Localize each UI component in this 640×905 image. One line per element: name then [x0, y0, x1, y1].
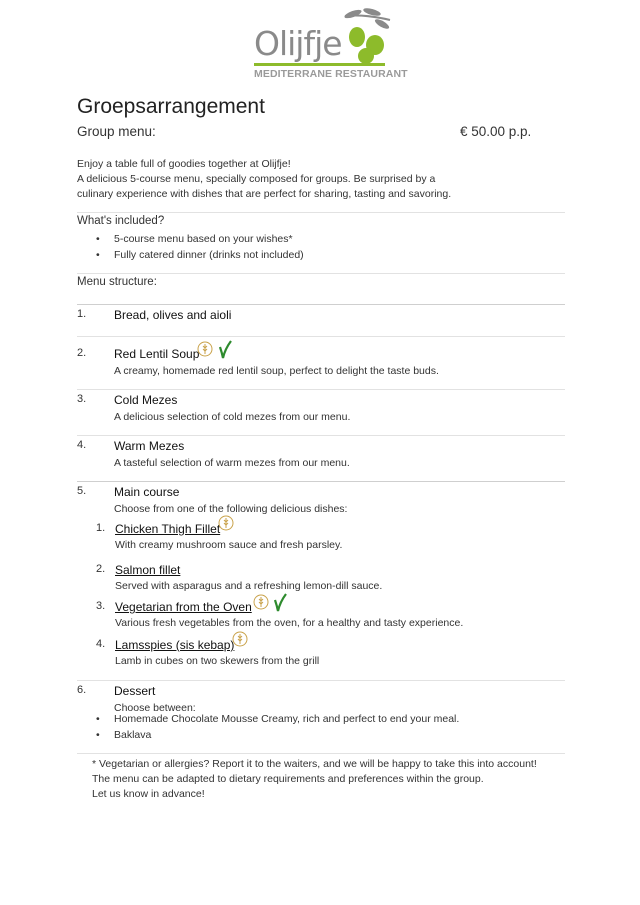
option-description: Served with asparagus and a refreshing lemon-dill sauce.: [115, 580, 383, 592]
option-name: Chicken Thigh Fillet: [115, 522, 221, 536]
option-number: 4.: [96, 638, 106, 650]
option-number: 2.: [96, 563, 106, 575]
option-description: With creamy mushroom sauce and fresh parsley.: [115, 539, 343, 551]
course-description: A delicious selection of cold mezes from our menu.: [114, 411, 351, 423]
footnote: [92, 757, 562, 802]
divider: [77, 389, 565, 390]
option-number: 1.: [96, 522, 106, 534]
page-subtitle: Group menu:: [77, 124, 156, 139]
divider: [77, 435, 565, 436]
footnote-line: * Vegetarian or allergies? Report it to the waiters, and we will be happy to take this into account!: [92, 758, 537, 770]
gluten-free-icon: [253, 594, 269, 612]
course-number: 6.: [77, 684, 87, 696]
included-list: [96, 232, 304, 263]
course-name: Red Lentil Soup: [114, 347, 200, 361]
vegetarian-leaf-icon: [271, 592, 287, 612]
menu-heading: Menu structure:: [77, 276, 157, 288]
option-name: Vegetarian from the Oven: [115, 600, 252, 614]
divider: [77, 304, 565, 305]
course-description: A tasteful selection of warm mezes from our menu.: [114, 457, 350, 469]
divider: [77, 212, 565, 213]
divider: [77, 273, 565, 274]
page-title: Groepsarrangement: [77, 95, 265, 118]
divider: [77, 753, 565, 754]
course-name: Cold Mezes: [114, 393, 178, 407]
option-description: Lamb in cubes on two skewers from the grill: [115, 655, 320, 667]
option-number: 3.: [96, 600, 106, 612]
option-description: Various fresh vegetables from the oven, for a healthy and tasty experience.: [115, 617, 464, 629]
option-name: Lamsspies (sis kebap): [115, 638, 235, 652]
course-name: Warm Mezes: [114, 439, 185, 453]
footnote-line: The menu can be adapted to dietary requirements and preferences within the group.: [92, 773, 484, 785]
divider: [77, 680, 565, 681]
gluten-free-icon: [197, 341, 213, 359]
list-item: • 5-course menu based on your wishes*: [96, 232, 304, 248]
course-description: Choose from one of the following delicious dishes:: [114, 503, 348, 515]
course-name: Bread, olives and aioli: [114, 308, 232, 322]
intro-line: Enjoy a table full of goodies together at Olijfje!: [77, 158, 291, 170]
intro-text: [77, 157, 507, 202]
divider: [77, 336, 565, 337]
logo-subtitle: MEDITERRANE RESTAURANT: [254, 68, 408, 80]
divider: [77, 481, 565, 482]
vegetarian-leaf-icon: [216, 339, 232, 359]
course-name: Dessert: [114, 684, 156, 698]
logo-divider: [254, 63, 385, 66]
list-item: • Baklava: [96, 728, 459, 744]
course-name: Main course: [114, 485, 180, 499]
intro-line: A delicious 5-course menu, specially composed for groups. Be surprised by a: [77, 173, 436, 185]
course-number: 3.: [77, 393, 87, 405]
course-description: Choose between:: [114, 702, 196, 714]
included-heading: What's included?: [77, 215, 165, 227]
price-per-person: € 50.00 p.p.: [460, 124, 532, 139]
restaurant-logo: [250, 6, 408, 82]
footnote-line: Let us know in advance!: [92, 788, 205, 800]
option-name: Salmon fillet: [115, 563, 181, 577]
logo-wordmark: Olijfje: [254, 24, 342, 63]
intro-line: culinary experience with dishes that are perfect for sharing, tasting and savoring.: [77, 188, 452, 200]
course-description: A creamy, homemade red lentil soup, perfect to delight the taste buds.: [114, 365, 439, 377]
list-item: • Homemade Chocolate Mousse Creamy, rich and perfect to end your meal.: [96, 712, 459, 728]
course-number: 4.: [77, 439, 87, 451]
course-number: 5.: [77, 485, 87, 497]
course-number: 2.: [77, 347, 87, 359]
gluten-free-icon: [218, 515, 234, 533]
course-number: 1.: [77, 308, 87, 320]
dessert-list: [96, 712, 459, 743]
gluten-free-icon: [232, 631, 248, 649]
list-item: • Fully catered dinner (drinks not included): [96, 248, 304, 264]
